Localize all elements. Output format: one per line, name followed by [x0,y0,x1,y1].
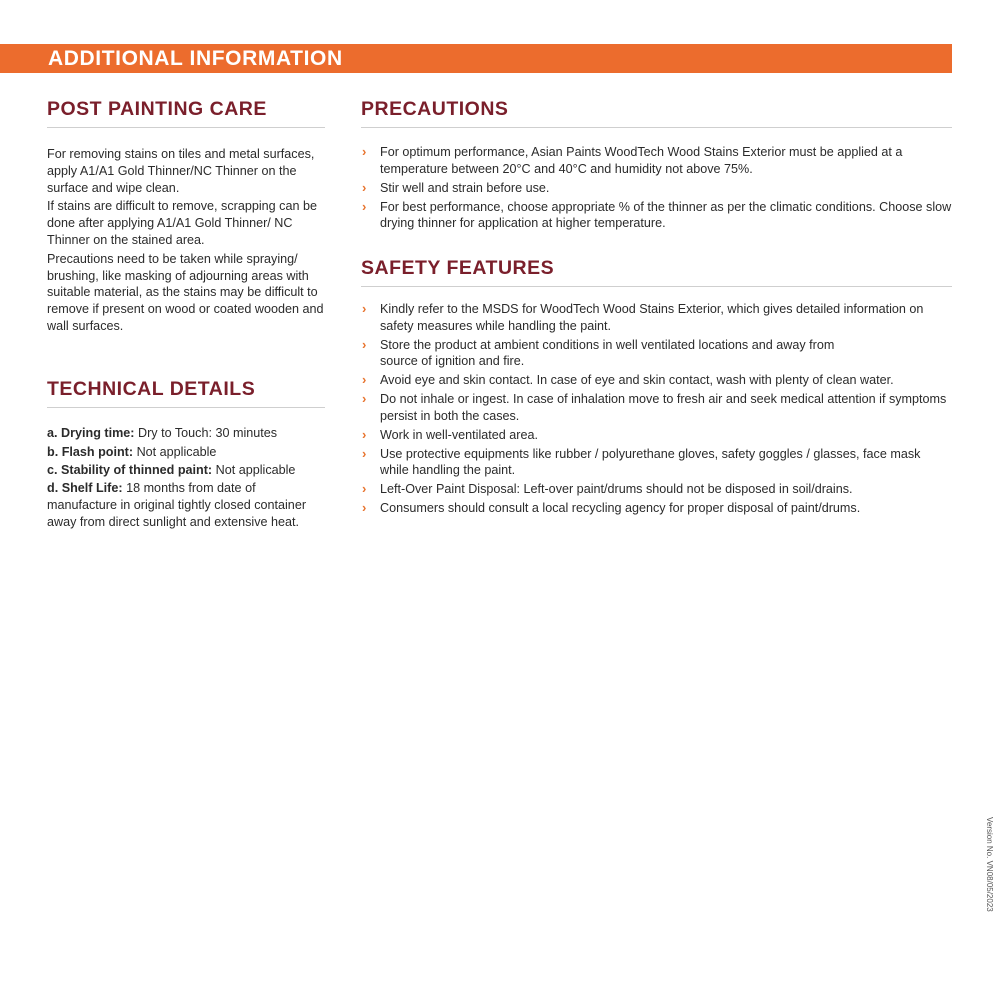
chevron-right-icon: › [362,336,367,352]
tech-detail-value: Dry to Touch: 30 minutes [137,426,278,440]
chevron-right-icon: › [362,500,367,516]
chevron-right-icon: › [362,426,367,442]
list-item [361,180,952,197]
post-painting-care-section [47,98,325,337]
chevron-right-icon: › [362,198,367,214]
tech-detail-key: d. Shelf Life: [47,480,123,495]
list-item [361,372,952,389]
list-item-text: Stir well and strain before use. [380,180,550,195]
safety-features-list [361,301,952,517]
version-number: Version No. VN08/05/2023 [985,817,994,912]
list-item-text: Use protective equipments like rubber / polyurethane gloves, safety goggles / glasses, face mask while handling the paint. [380,446,921,478]
chevron-right-icon: › [362,481,367,497]
list-item-text: Consumers should consult a local recycling agency for proper disposal of paint/drums. [380,501,861,516]
list-item-text: Avoid eye and skin contact. In case of eye and skin contact, wash with plenty of clean water. [380,373,894,388]
list-item [361,446,952,479]
post-painting-care-paragraph-3: Precautions need to be taken while spraying/ brushing, like masking of adjourning areas with suitable material, as the stains may be difficult to remove if present on wood or coated wooden and wall surfaces. [47,251,324,333]
safety-features-heading: SAFETY FEATURES [361,257,952,287]
tech-detail-stability [47,461,325,480]
tech-detail-value: Not applicable [215,463,296,478]
tech-detail-value: 18 months from date of manufacture in original tightly closed container away from direct sunlight and extensive heat. [47,480,307,529]
chevron-right-icon: › [362,144,367,159]
chevron-right-icon: › [362,372,367,388]
tech-detail-drying-time [47,424,325,443]
list-item [361,199,952,232]
tech-detail-key: a. Drying time: [47,426,135,440]
list-item [361,427,952,444]
list-item-text: Work in well-ventilated area. [380,427,538,442]
tech-detail-key: b. Flash point: [47,444,134,459]
tech-detail-shelf-life [47,480,325,531]
technical-details-section [47,378,325,531]
precautions-section [361,98,952,234]
list-item-text: Left-Over Paint Disposal: Left-over paint/drums should not be disposed in soil/drains. [380,482,853,497]
list-item-text: For best performance, choose appropriate % of the thinner as per the climatic conditions. Choose slow drying thinner for application at higher temperature. [380,199,952,231]
tech-detail-flash-point [47,443,325,462]
list-item [361,337,952,370]
tech-detail-key: c. Stability of thinned paint: [47,463,213,478]
technical-details-heading: TECHNICAL DETAILS [47,378,325,408]
list-item [361,481,952,498]
chevron-right-icon: › [362,301,367,316]
post-painting-care-paragraph-1: For removing stains on tiles and metal surfaces, apply A1/A1 Gold Thinner/NC Thinner on the surface and wipe clean. [47,147,315,195]
banner-title: ADDITIONAL INFORMATION [48,47,343,70]
list-item-text: For optimum performance, Asian Paints WoodTech Wood Stains Exterior must be applied at a temperature between 20°C and 40°C and humidity not above 75%. [380,145,903,176]
list-item-text: Kindly refer to the MSDS for WoodTech Wood Stains Exterior, which gives detailed information on safety measures while handling the paint. [380,302,924,333]
chevron-right-icon: › [362,445,367,461]
post-painting-care-heading: POST PAINTING CARE [47,98,325,128]
precautions-list [361,144,952,232]
list-item-text: Do not inhale or ingest. In case of inhalation move to fresh air and seek medical attention if symptoms persist in both the cases. [380,392,947,423]
precautions-heading: PRECAUTIONS [361,98,952,128]
chevron-right-icon: › [362,391,367,407]
additional-information-banner [0,44,952,73]
safety-features-section [361,257,952,519]
post-painting-care-paragraph-2: If stains are difficult to remove, scrapping can be done after applying A1/A1 Gold Thinner/ NC Thinner on the stained area. [47,199,317,247]
list-item [361,144,952,177]
list-item [361,301,952,334]
list-item [361,391,952,424]
list-item [361,500,952,517]
list-item-text: Store the product at ambient conditions in well ventilated locations and away from source of ignition and fire. [380,337,835,369]
chevron-right-icon: › [362,179,367,195]
tech-detail-value: Not applicable [136,444,217,459]
